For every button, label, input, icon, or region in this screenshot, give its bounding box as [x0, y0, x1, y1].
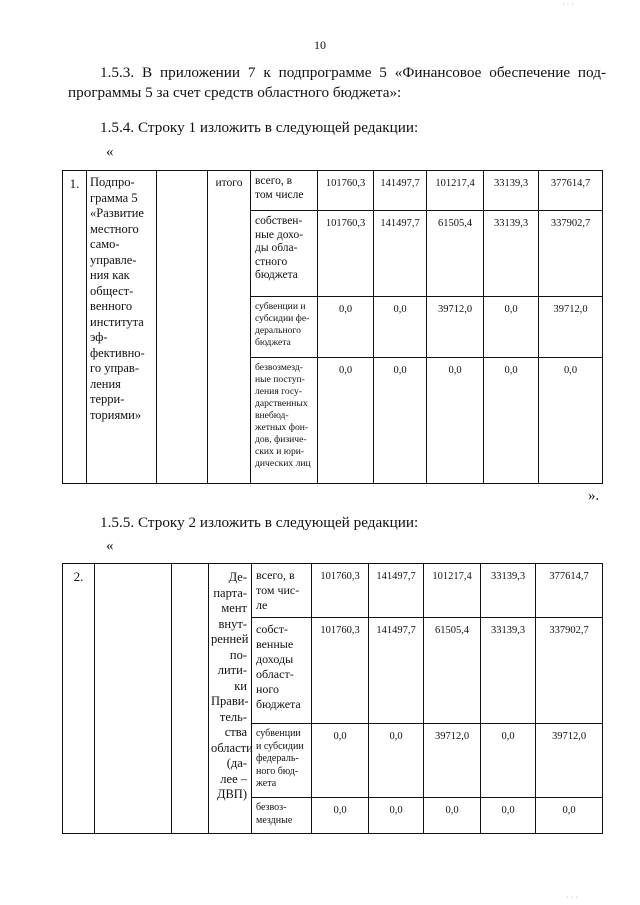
source-cell: собст- венные доходы област- ного бюджета — [252, 618, 312, 724]
table-row-1 — [62, 170, 603, 484]
subprogram-name: Подпро- грамма 5 «Развитие местного само- управле- ния как общест- венного института эф- фективно- го управ- ления терри- ториями» — [87, 171, 157, 484]
value-cell: 141497,7 — [374, 211, 427, 297]
source-cell: безвозмезд- ные поступ- ления госу- дарственных внебюд- жетных фон- дов, физиче- ских и юри- дических лиц — [251, 357, 318, 483]
row-number: 2. — [63, 564, 95, 834]
value-cell: 101760,3 — [312, 564, 369, 618]
value-cell: 0,0 — [424, 798, 481, 834]
value-cell: 377614,7 — [536, 564, 603, 618]
value-cell: 39712,0 — [536, 724, 603, 798]
value-cell: 0,0 — [374, 297, 427, 357]
value-cell: 141497,7 — [369, 618, 424, 724]
value-cell: 337902,7 — [539, 211, 603, 297]
corner-mark-top: · · · — [562, 0, 574, 9]
empty-cell — [95, 564, 172, 834]
source-cell: собствен- ные дохо- ды обла- стного бюджета — [251, 211, 318, 297]
value-cell: 101760,3 — [312, 618, 369, 724]
open-quote-1: « — [106, 144, 114, 160]
value-cell: 0,0 — [536, 798, 603, 834]
value-cell: 0,0 — [312, 724, 369, 798]
value-cell: 0,0 — [318, 357, 374, 483]
value-cell: 0,0 — [318, 297, 374, 357]
value-cell: 101760,3 — [318, 171, 374, 211]
value-cell: 0,0 — [369, 798, 424, 834]
source-cell: безвоз- мездные — [252, 798, 312, 834]
value-cell: 61505,4 — [427, 211, 484, 297]
value-cell: 33139,3 — [484, 171, 539, 211]
executor-cell: Де- парта- мент внут- ренней по- лити- ки Прави- тель- ства области (да- лее – ДВП) — [209, 564, 252, 834]
value-cell: 0,0 — [481, 724, 536, 798]
value-cell: 0,0 — [539, 357, 603, 483]
value-cell: 0,0 — [374, 357, 427, 483]
value-cell: 61505,4 — [424, 618, 481, 724]
value-cell: 337902,7 — [536, 618, 603, 724]
row-number: 1. — [63, 171, 87, 484]
value-cell: 0,0 — [484, 357, 539, 483]
value-cell: 377614,7 — [539, 171, 603, 211]
value-cell: 33139,3 — [481, 564, 536, 618]
source-cell: всего, в том чис- ле — [252, 564, 312, 618]
empty-cell — [172, 564, 209, 834]
source-cell: субвенции и субсидии федераль- ного бюд- жета — [252, 724, 312, 798]
value-cell: 141497,7 — [374, 171, 427, 211]
value-cell: 101217,4 — [427, 171, 484, 211]
paragraph-1-5-5: 1.5.5. Строку 2 изложить в следующей редакции: — [100, 514, 419, 531]
close-quote: ». — [588, 488, 600, 504]
value-cell: 0,0 — [369, 724, 424, 798]
value-cell: 33139,3 — [484, 211, 539, 297]
empty-cell — [157, 171, 208, 484]
open-quote-2: « — [106, 538, 114, 554]
value-cell: 0,0 — [427, 357, 484, 483]
value-cell: 39712,0 — [424, 724, 481, 798]
source-cell: субвенции и субсидии фе- дерального бюджета — [251, 297, 318, 357]
value-cell: 141497,7 — [369, 564, 424, 618]
value-cell: 39712,0 — [427, 297, 484, 357]
value-cell: 0,0 — [481, 798, 536, 834]
value-cell: 0,0 — [484, 297, 539, 357]
corner-mark-bottom: · · · — [566, 893, 578, 902]
paragraph-1-5-4: 1.5.4. Строку 1 изложить в следующей редакции: — [100, 119, 419, 136]
value-cell: 101760,3 — [318, 211, 374, 297]
table-row-2 — [62, 563, 603, 834]
source-cell: всего, в том числе — [251, 171, 318, 211]
value-cell: 101217,4 — [424, 564, 481, 618]
page-number: 10 — [314, 38, 326, 52]
itogo-cell: итого — [208, 171, 251, 484]
value-cell: 0,0 — [312, 798, 369, 834]
paragraph-1-5-3: 1.5.3. В приложении 7 к подпрограмме 5 «Финансовое обеспечение подпрограммы 5 за счет средств областного бюджета»: — [68, 64, 606, 101]
value-cell: 33139,3 — [481, 618, 536, 724]
value-cell: 39712,0 — [539, 297, 603, 357]
